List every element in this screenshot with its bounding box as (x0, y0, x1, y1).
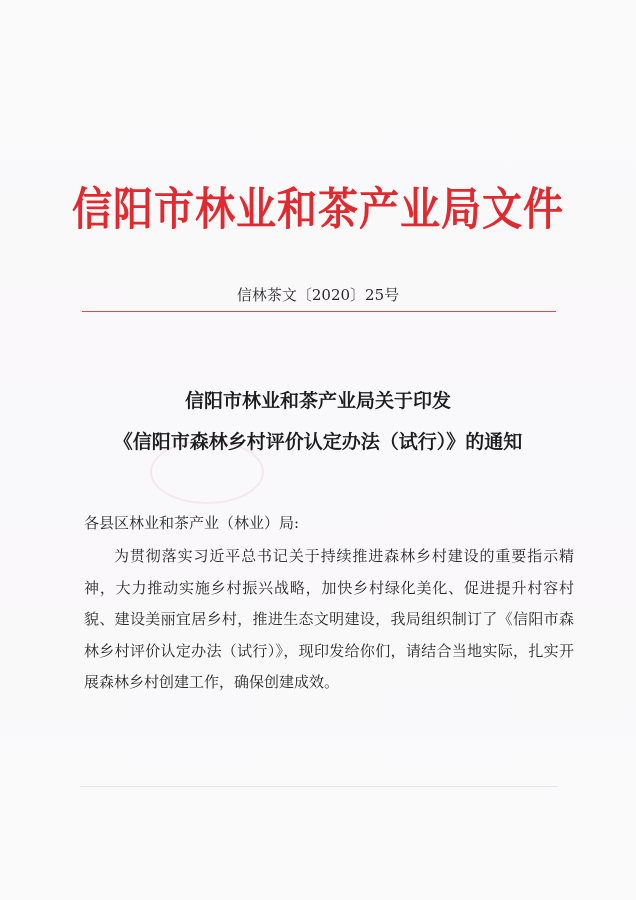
document-title-line-2: 《信阳市森林乡村评价认定办法（试行）》的通知 (113, 431, 523, 453)
document-number: 信林茶文〔2020〕25号 (236, 286, 400, 304)
document-masthead: 信阳市林业和茶产业局文件 (72, 183, 564, 236)
show-through-rule (80, 786, 558, 787)
document-title-line-1: 信阳市林业和茶产业局关于印发 (184, 390, 451, 412)
body-paragraph: 为贯彻落实习近平总书记关于持续推进森林乡村建设的重要指示精神，大力推动实施乡村振兴战略，加快乡村绿化美化、促进提升村容村貌、建设美丽宜居乡村，推进生态文明建设，我局组织制订了《信阳市森林乡村评价认定办法（试行）》，现印发给你们，请结合当地实际，扎实开展森林乡村创建工作，确保创建成效。 (84, 547, 574, 691)
red-divider-line (82, 311, 556, 312)
salutation: 各县区林业和茶产业（林业）局: (84, 514, 300, 532)
